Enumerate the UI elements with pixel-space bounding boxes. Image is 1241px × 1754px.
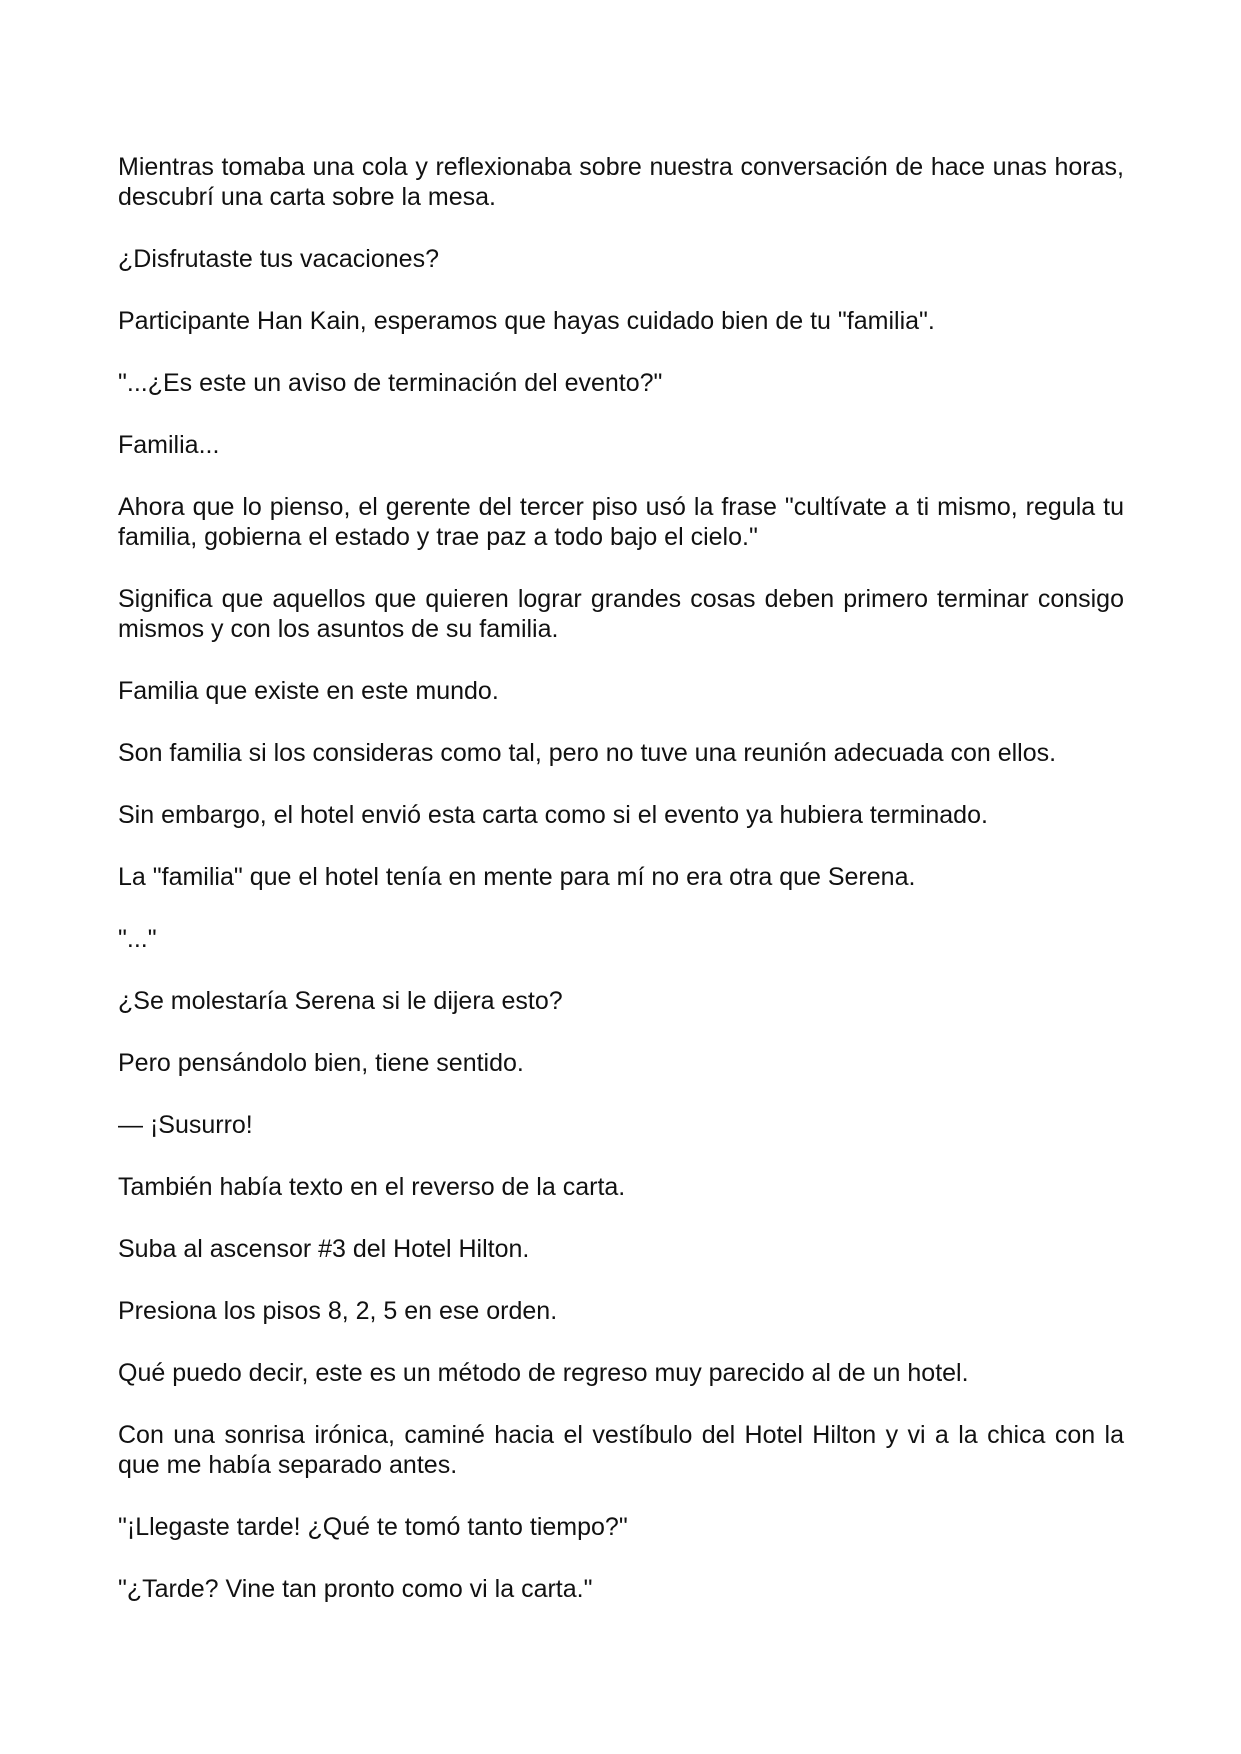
paragraph: Son familia si los consideras como tal, pero no tuve una reunión adecuada con ellos. [118,739,1057,767]
paragraph: Familia... [118,431,220,459]
document-page [118,152,1124,1636]
paragraph: Presiona los pisos 8, 2, 5 en ese orden. [118,1297,558,1325]
paragraph: Significa que aquellos que quieren lograr grandes cosas deben primero terminar consigo mismos y con los asuntos de su familia. [118,585,1124,643]
paragraph: ¿Disfrutaste tus vacaciones? [118,245,439,273]
paragraph: "..." [118,925,157,953]
paragraph: "...¿Es este un aviso de terminación del evento?" [118,369,663,397]
paragraph: Qué puedo decir, este es un método de regreso muy parecido al de un hotel. [118,1359,969,1387]
paragraph: Sin embargo, el hotel envió esta carta como si el evento ya hubiera terminado. [118,801,988,829]
paragraph: Con una sonrisa irónica, caminé hacia el vestíbulo del Hotel Hilton y vi a la chica con la que me había separado antes. [118,1421,1124,1479]
paragraph: Ahora que lo pienso, el gerente del tercer piso usó la frase "cultívate a ti mismo, regula tu familia, gobierna el estado y trae paz a todo bajo el cielo." [118,493,1124,551]
paragraph: La "familia" que el hotel tenía en mente para mí no era otra que Serena. [118,863,916,891]
paragraph: Pero pensándolo bien, tiene sentido. [118,1049,524,1077]
paragraph: ¿Se molestaría Serena si le dijera esto? [118,987,563,1015]
paragraph: También había texto en el reverso de la carta. [118,1173,626,1201]
paragraph: Familia que existe en este mundo. [118,677,499,705]
paragraph: "¡Llegaste tarde! ¿Qué te tomó tanto tiempo?" [118,1513,628,1541]
paragraph: Mientras tomaba una cola y reflexionaba sobre nuestra conversación de hace unas horas, descubrí una carta sobre la mesa. [118,153,1124,211]
paragraph: Participante Han Kain, esperamos que hayas cuidado bien de tu "familia". [118,307,935,335]
paragraph: Suba al ascensor #3 del Hotel Hilton. [118,1235,530,1263]
paragraph: — ¡Susurro! [118,1111,253,1139]
paragraph: "¿Tarde? Vine tan pronto como vi la carta." [118,1575,593,1603]
